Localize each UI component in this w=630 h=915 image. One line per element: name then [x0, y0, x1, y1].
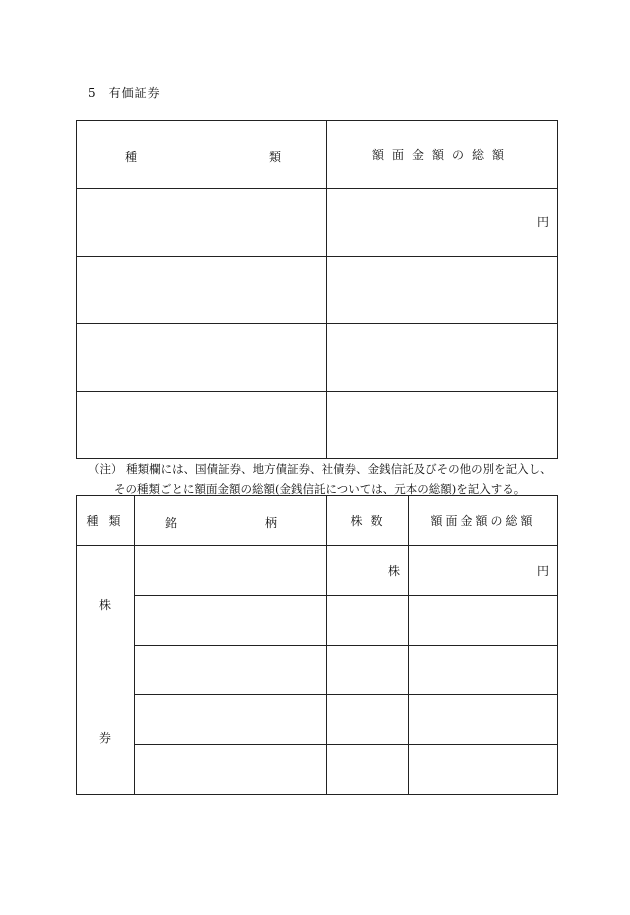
amount-cell[interactable]: [409, 595, 558, 645]
amount-cell[interactable]: [409, 745, 558, 795]
table-header-row: [77, 121, 558, 189]
table-row: [77, 189, 558, 257]
brand-cell[interactable]: [135, 546, 327, 596]
table-row: [77, 745, 558, 795]
amount-cell[interactable]: [327, 256, 558, 324]
securities-summary-table: [76, 120, 558, 459]
header-brand-char-1: 銘: [165, 516, 178, 530]
table-row: [77, 546, 558, 596]
note-line-2: その種類ごとに額面金額の総額(金銭信託については、元本の総額)を記入する。: [114, 482, 526, 496]
table-row: [77, 645, 558, 695]
stock-certificates-table: [76, 495, 558, 795]
shares-cell[interactable]: [327, 745, 409, 795]
header-kind: [77, 121, 327, 189]
header-shares: 株数: [327, 496, 409, 546]
header-kind: 種類: [77, 496, 135, 546]
kind-cell[interactable]: [77, 189, 327, 257]
amount-cell[interactable]: [327, 391, 558, 459]
amount-cell[interactable]: [409, 695, 558, 745]
header-kind-char-2: 類: [269, 150, 282, 164]
yen-unit: 円: [536, 563, 549, 578]
shares-cell[interactable]: [327, 595, 409, 645]
amount-cell[interactable]: [409, 546, 558, 596]
table-row: [77, 695, 558, 745]
shares-unit: 株: [387, 563, 400, 578]
stock-kind-cell: [77, 546, 135, 795]
stock-label-bottom: 券: [99, 731, 112, 745]
header-brand-char-2: 柄: [265, 516, 278, 530]
table-row: [77, 256, 558, 324]
header-total-face-value: 額面金額の総額: [409, 496, 558, 546]
kind-cell[interactable]: [77, 391, 327, 459]
table-row: [77, 391, 558, 459]
shares-cell[interactable]: [327, 546, 409, 596]
header-brand: [135, 496, 327, 546]
kind-cell[interactable]: [77, 256, 327, 324]
header-kind-char-1: 種: [125, 150, 138, 164]
stock-label-top: 株: [99, 598, 112, 612]
amount-cell[interactable]: [327, 189, 558, 257]
section-title: 有価証券: [108, 86, 161, 100]
header-total-face-value: 額面金額の総額: [327, 121, 558, 189]
brand-cell[interactable]: [135, 595, 327, 645]
amount-cell[interactable]: [327, 324, 558, 392]
note-line-1: （注） 種類欄には、国債証券、地方債証券、社債券、金銭信託及びその他の別を記入し、: [88, 462, 552, 476]
brand-cell[interactable]: [135, 745, 327, 795]
brand-cell[interactable]: [135, 695, 327, 745]
section-heading: [88, 84, 161, 101]
kind-cell[interactable]: [77, 324, 327, 392]
table-note: [88, 459, 558, 499]
table-row: [77, 324, 558, 392]
amount-cell[interactable]: [409, 645, 558, 695]
shares-cell[interactable]: [327, 695, 409, 745]
shares-cell[interactable]: [327, 645, 409, 695]
brand-cell[interactable]: [135, 645, 327, 695]
section-number: 5: [88, 86, 97, 100]
yen-unit: 円: [536, 214, 549, 229]
table-row: [77, 595, 558, 645]
table-header-row: [77, 496, 558, 546]
